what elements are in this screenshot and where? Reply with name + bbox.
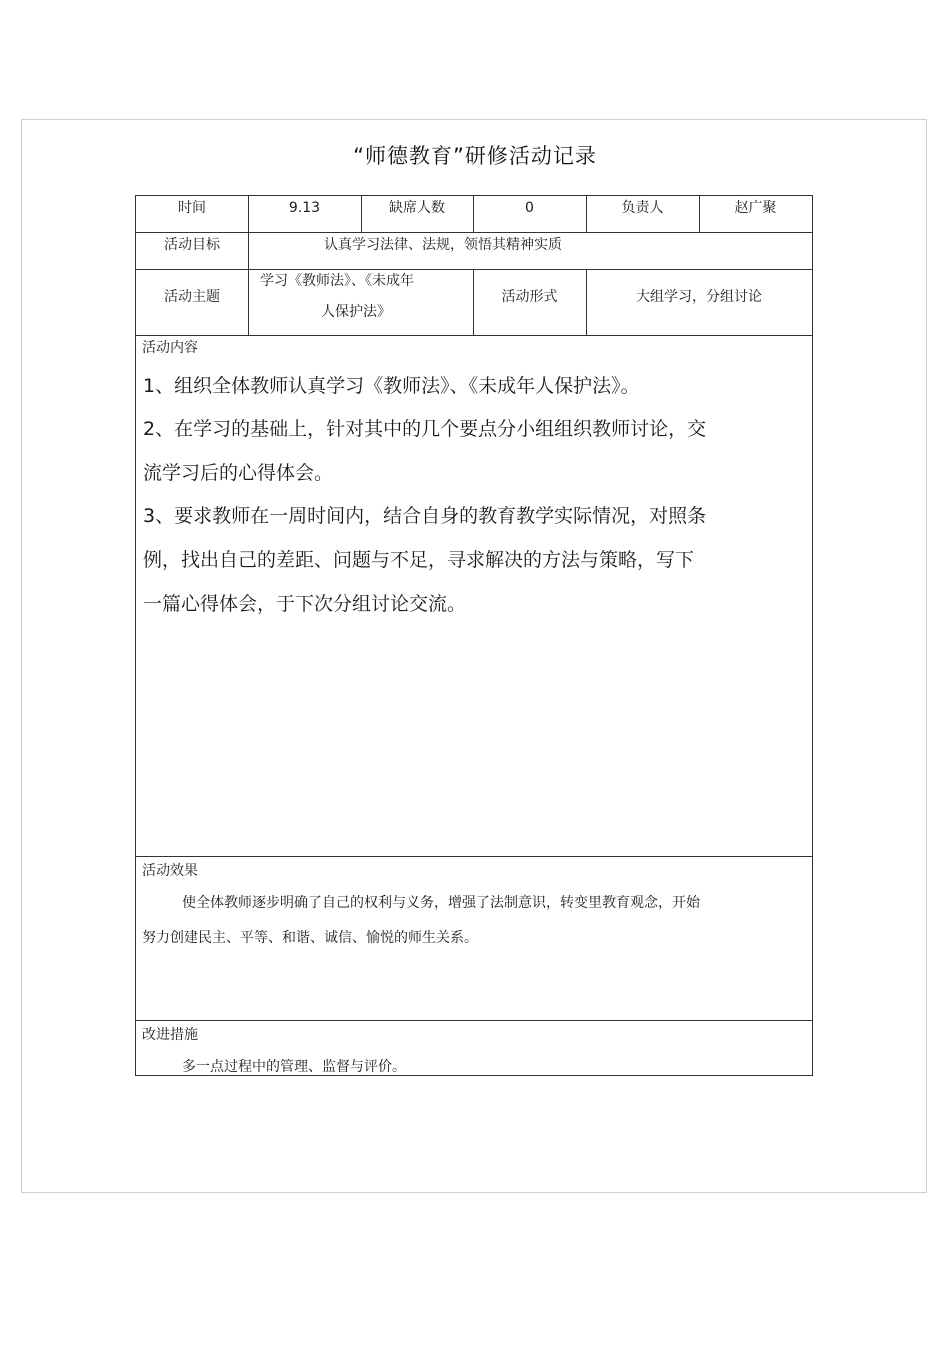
leader-label: 负责人: [621, 200, 664, 216]
content-line: 流学习后的心得体会。: [143, 462, 334, 484]
content-label: 活动内容: [142, 340, 198, 356]
row-divider: [136, 1020, 812, 1021]
effect-label: 活动效果: [142, 863, 198, 879]
content-line: 3、要求教师在一周时间内，结合自身的教育教学实际情况，对照条: [143, 505, 707, 527]
row-divider: [136, 232, 812, 233]
form-value: 大组学习，分组讨论: [636, 289, 762, 305]
content-line: 2、在学习的基础上，针对其中的几个要点分小组组织教师讨论，交: [143, 418, 707, 440]
theme-value-line2: 人保护法》: [321, 304, 391, 320]
absent-label: 缺席人数: [389, 200, 445, 216]
record-table: [135, 195, 813, 1076]
improve-label: 改进措施: [142, 1027, 198, 1043]
theme-label: 活动主题: [164, 289, 220, 305]
theme-value-line1: 学习《教师法》、《未成年: [260, 273, 414, 289]
page-title: “师德教育”研修活动记录: [353, 144, 597, 168]
goal-value: 认真学习法律、法规，领悟其精神实质: [324, 237, 562, 253]
content-line: 一篇心得体会，于下次分组讨论交流。: [143, 593, 467, 615]
row-divider: [136, 269, 812, 270]
effect-text-line1: 使全体教师逐步明确了自己的权利与义务，增强了法制意识，转变里教育观念，开始: [182, 895, 700, 911]
effect-text-line2: 努力创建民主、平等、和谐、诚信、愉悦的师生关系。: [142, 930, 478, 946]
improve-text-line1: 多一点过程中的管理、监督与评价。: [182, 1059, 406, 1075]
row-divider: [136, 335, 812, 336]
row-divider: [136, 856, 812, 857]
content-line: 例，找出自己的差距、问题与不足，寻求解决的方法与策略，写下: [143, 549, 695, 571]
time-value: 9.13: [288, 200, 321, 216]
leader-value: 赵广聚: [734, 200, 777, 216]
content-line: 1、组织全体教师认真学习《教师法》、《未成年人保护法》。: [143, 375, 640, 397]
time-label: 时间: [178, 200, 206, 216]
absent-value: 0: [525, 200, 534, 216]
goal-label: 活动目标: [164, 237, 220, 253]
form-label: 活动形式: [501, 289, 558, 305]
